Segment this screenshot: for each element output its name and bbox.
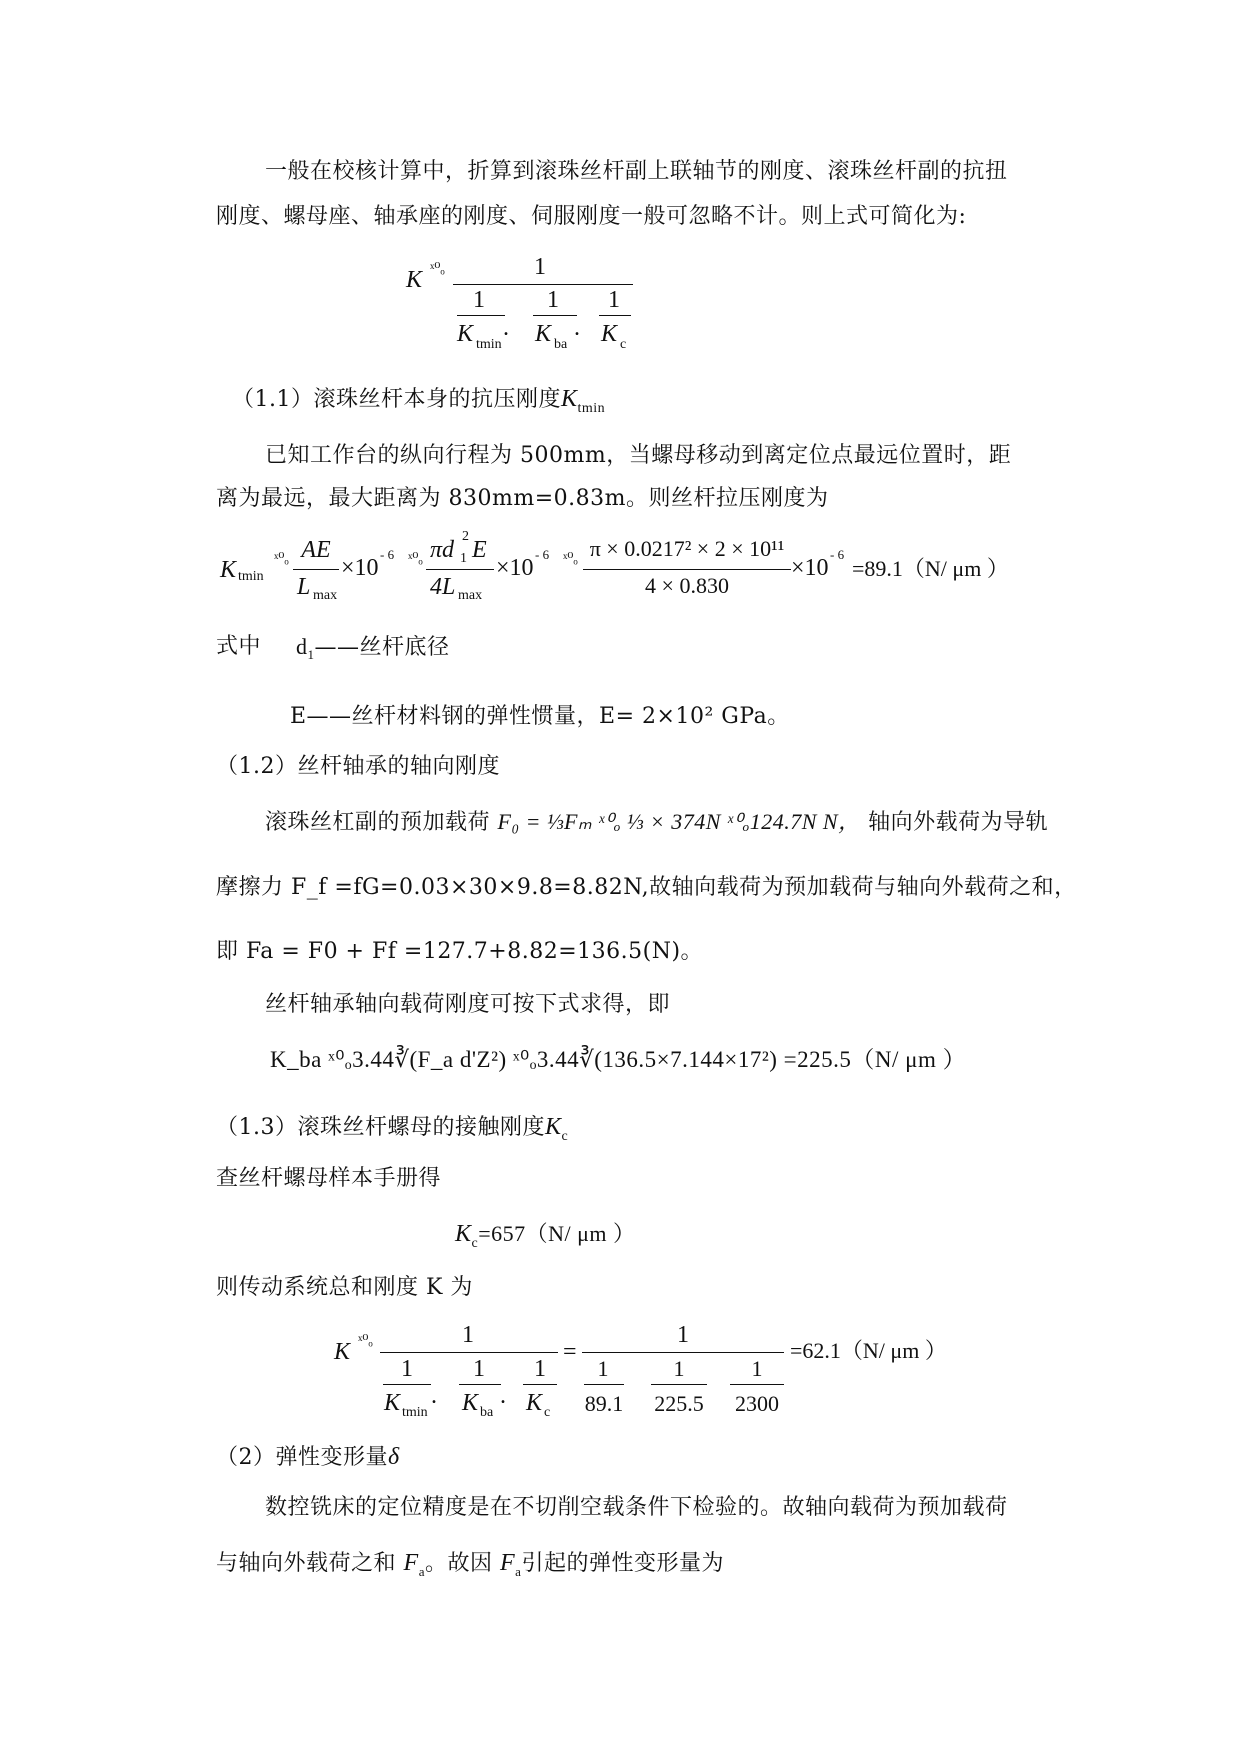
total-term1-dot: . (431, 1383, 437, 1409)
formula-k-ba: K_ba ˣ⁰ₒ3.44∛(F_a d'Z²) ˣ⁰ₒ3.44∛(136.5×7.144×17²) =225.5（N/ μm ） (270, 1047, 967, 1072)
formula2-result: =89.1（N/ μm ） (852, 556, 1009, 581)
heading-2-sym: δ (388, 1444, 400, 1470)
formula2-f2-num-a: πd (430, 537, 455, 563)
para-2-line-2 (216, 1549, 724, 1580)
formula2-exp1: - 6 (380, 547, 395, 562)
formula2-f2-den: 4L (430, 574, 456, 600)
formula2-eq3: ˣ⁰ₒ (563, 551, 578, 567)
total-num1: 1 (462, 1322, 474, 1348)
where-d-sym: d (296, 634, 308, 659)
formula2-exp3: - 6 (830, 547, 845, 562)
para-1-2-line-3: 即 Fa = F0 + Ff =127.7+8.82=136.5(N)。 (216, 939, 704, 964)
total-v1-num: 1 (597, 1356, 609, 1381)
para-2-p2b: 。故因 (424, 1551, 493, 1576)
total-v3-num: 1 (751, 1356, 763, 1381)
formula2-times3: ×10 (791, 555, 829, 581)
formula-kc-sub: c (471, 1236, 479, 1251)
where-d-line (296, 633, 450, 664)
formula2-exp2: - 6 (535, 547, 550, 562)
heading-2-text: （2）弹性变形量 (216, 1445, 388, 1470)
formula1-eq: ˣ⁰ₒ (430, 261, 445, 277)
formula2-f2-den-sub: max (458, 588, 483, 603)
formula1-term1-op: . (503, 315, 509, 341)
para-2-fa2: F (499, 1550, 516, 1576)
para-2-fa1-sub: a (418, 1564, 425, 1579)
formula1-term1-num: 1 (473, 287, 485, 313)
where-e-line: E——丝杆材料钢的弹性惯量，E= 2×10² GPa。 (290, 704, 790, 729)
formula1-term3-sub: c (620, 337, 627, 352)
formula1-term1-bar (457, 315, 505, 316)
formula1-fraction-bar (453, 284, 633, 285)
formula2-f2-bar (426, 569, 494, 570)
total-term3-num: 1 (534, 1356, 546, 1382)
formula2-f1-den: L (297, 574, 311, 600)
formula2-f3-den: 4 × 0.830 (645, 573, 729, 598)
formula1-term2-op: . (574, 315, 580, 341)
total-term1-den: K (384, 1390, 401, 1416)
total-v2-num: 1 (673, 1356, 685, 1381)
para-2-p2a: 与轴向外载荷之和 (216, 1551, 397, 1576)
para-1-1-line-2: 离为最远，最大距离为 830mm=0.83m。则丝杆拉压刚度为 (216, 486, 829, 511)
formula1-numerator: 1 (534, 254, 546, 280)
para-1-2-line-4: 丝杆轴承轴向载荷刚度可按下式求得，即 (265, 992, 671, 1017)
total-intro: 则传动系统总和刚度 K 为 (216, 1275, 473, 1300)
formula-kc-sym: K (455, 1221, 472, 1247)
total-term2-den: K (462, 1390, 479, 1416)
para-2-p2c: 引起的弹性变形量为 (521, 1551, 724, 1576)
formula1-term3-den: K (601, 321, 618, 347)
heading-1-2: （1.2）丝杆轴承的轴向刚度 (216, 754, 500, 779)
formula2-f1-bar (293, 569, 339, 570)
formula1-term1-den: K (457, 321, 474, 347)
intro-line-2: 刚度、螺母座、轴承座的刚度、伺服刚度一般可忽略不计。则上式可简化为: (216, 204, 967, 229)
total-term2-sub: ba (480, 1405, 494, 1420)
para-1-2-line-2: 摩擦力 F_f =fG=0.03×30×9.8=8.82N,故轴向载荷为预加载荷与轴向外载荷之和， (216, 875, 1077, 900)
formula2-f3-bar (583, 569, 791, 570)
heading-1-1-sub: tmin (577, 401, 606, 416)
para-2-line-1: 数控铣床的定位精度是在不切削空载条件下检验的。故轴向载荷为预加载荷 (265, 1495, 1008, 1520)
heading-1-3-text: （1.3）滚珠丝杆螺母的接触刚度 (216, 1115, 545, 1140)
heading-1-1-text: （1.1）滚珠丝杆本身的抗压刚度 (232, 387, 561, 412)
heading-1-3-sub: c (561, 1129, 569, 1144)
total-eq: ˣ⁰ₒ (358, 1333, 373, 1349)
total-term1-num: 1 (401, 1356, 413, 1382)
heading-1-1 (232, 385, 605, 417)
para-1-2-line-1 (265, 808, 1048, 837)
formula2-f2-num-sup: 2 (462, 529, 469, 544)
total-v3-bar (730, 1384, 784, 1385)
where-label: 式中 (216, 634, 262, 659)
total-term1-bar (383, 1384, 431, 1385)
para-1-3-line-1: 查丝杆螺母样本手册得 (216, 1166, 442, 1191)
para-1-2-p1b: 轴向外载荷为导轨 (868, 810, 1049, 835)
where-d-text: ——丝杆底径 (314, 635, 450, 660)
total-v2: 225.5 (654, 1391, 704, 1416)
formula2-eq2: ˣ⁰ₒ (408, 551, 423, 567)
formula1-term1-sub: tmin (476, 337, 502, 352)
formula1-term2-den: K (535, 321, 552, 347)
total-term1-sub: tmin (402, 1405, 428, 1420)
total-term3-den: K (526, 1390, 543, 1416)
formula2-f1-num: AE (301, 537, 331, 563)
total-num2: 1 (677, 1322, 689, 1348)
formula1-term2-bar (533, 315, 577, 316)
para-1-2-p1-formula: F₀ = ⅓Fₘ ˣ⁰ₒ ⅓ × 374N ˣ⁰ₒ124.7N N， (497, 809, 861, 834)
total-term3-bar (523, 1384, 557, 1385)
total-v1-bar (584, 1384, 624, 1385)
formula2-f3-num: π × 0.0217² × 2 × 10¹¹ (589, 536, 785, 561)
formula2-f2-num-b: E (472, 537, 487, 563)
para-1-2-p1a: 滚珠丝杠副的预加载荷 (265, 810, 491, 835)
total-bar1 (380, 1352, 558, 1353)
formula1-term2-num: 1 (547, 287, 559, 313)
total-term2-num: 1 (473, 1356, 485, 1382)
formula2-times2: ×10 (496, 555, 534, 581)
formula1-lhs: K (406, 267, 423, 293)
heading-1-3-sym: K (545, 1114, 562, 1140)
total-v3: 2300 (735, 1391, 779, 1416)
total-v1: 89.1 (584, 1391, 624, 1416)
total-v2-bar (651, 1384, 707, 1385)
heading-1-1-sym: K (561, 386, 578, 412)
para-2-fa2-sub: a (515, 1564, 522, 1579)
formula1-term3-num: 1 (608, 287, 620, 313)
total-lhs: K (334, 1339, 351, 1365)
formula2-lhs-sub: tmin (238, 569, 264, 584)
formula-kc-value: =657（N/ μm ） (478, 1221, 636, 1246)
total-term2-bar (459, 1384, 501, 1385)
heading-2 (216, 1443, 400, 1472)
intro-line-1: 一般在校核计算中，折算到滚珠丝杆副上联轴节的刚度、滚珠丝杆副的抗扭 (265, 159, 1008, 184)
formula2-times1: ×10 (341, 555, 379, 581)
total-bar2 (582, 1352, 784, 1353)
formula1-term3-bar (599, 315, 631, 316)
formula2-f2-num-sub: 1 (460, 551, 467, 566)
formula2-lhs: K (220, 557, 237, 583)
formula1-term2-sub: ba (554, 337, 568, 352)
total-result: =62.1（N/ μm ） (790, 1338, 947, 1363)
para-1-1-line-1: 已知工作台的纵向行程为 500mm，当螺母移动到离定位点最远位置时，距 (265, 443, 1012, 468)
heading-1-3 (216, 1113, 568, 1145)
total-term2-dot: . (500, 1383, 506, 1409)
para-2-fa1: F (403, 1550, 419, 1576)
formula-kc (455, 1220, 636, 1252)
total-term3-sub: c (544, 1405, 551, 1420)
total-equals: = (563, 1339, 577, 1365)
formula2-eq1: ˣ⁰ₒ (274, 551, 289, 567)
formula2-f1-den-sub: max (313, 588, 338, 603)
where-d-sub: 1 (307, 647, 315, 662)
